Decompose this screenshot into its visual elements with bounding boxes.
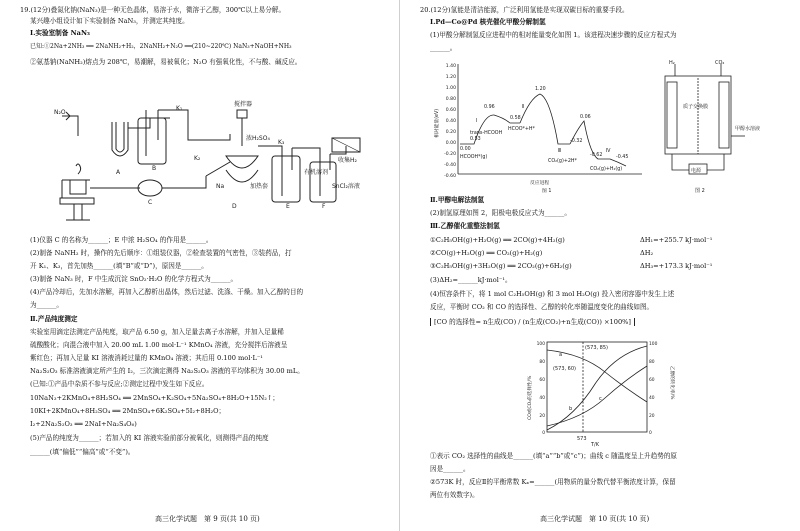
- electrolysis-figure: [655, 58, 770, 193]
- q19-part2-title: Ⅱ.产品纯度测定: [30, 315, 78, 323]
- ltick-100: 100: [536, 342, 545, 347]
- q20-3: (3)ΔH₂=______kJ·mol⁻¹。: [430, 276, 512, 284]
- ltick-40: 40: [539, 396, 545, 401]
- q19-2: (2)制备 NaNH₂ 时，操作的先后顺序：①组装仪器，②检查装置的气密性，③装药品，打: [30, 249, 292, 257]
- ltick-80: 80: [539, 360, 545, 365]
- roman-3: Ⅲ: [558, 149, 562, 154]
- val-000: 0.00: [460, 147, 471, 152]
- rtick-20: 20: [649, 414, 655, 419]
- q19-p2: 硫酸酸化；向混合液中加入 20.00 mL 1.00 mol·L⁻¹ KMnO₄ 溶液，充分搅拌后溶液呈: [30, 341, 288, 349]
- point-573-85: (573, 85): [585, 345, 608, 351]
- fig3-ylabel-right: 乙醇的转化率/%: [669, 366, 674, 400]
- q20-r2h: ΔH₂: [640, 249, 654, 257]
- q19-p4: Na₂S₂O₃ 标准溶液滴定所产生的 I₂，三次滴定测得 Na₂S₂O₃ 溶液的平均体积为 30.00 mL。: [30, 367, 304, 375]
- fig2-h2: H₂: [669, 60, 675, 66]
- q20-r3h: ΔH₃=+173.3 kJ·mol⁻¹: [640, 262, 713, 270]
- label-sncl2: SnCl₂溶液: [332, 183, 360, 190]
- q20-4: (4)恒容条件下，将 1 mol C₂H₅OH(g) 和 3 mol H₂O(g) 投入密闭容器中发生上述: [430, 290, 675, 298]
- fig1-xlabel: 反应进程: [530, 181, 550, 186]
- q20-r3: ③C₂H₅OH(g)+3H₂O(g) ══ 2CO₂(g)+6H₂(g): [430, 262, 572, 270]
- q19-4b: 为______。: [30, 301, 63, 309]
- ltick-0: 0: [542, 431, 545, 436]
- fig2-methanol: 甲醇水溶液: [735, 126, 761, 132]
- val-032: -0.32: [570, 139, 583, 144]
- q19-known2: ②氨基钠(NaNH₂)熔点为 208℃，易潮解，易被氧化；N₂O 有强氧化性，不与酸、碱反应。: [30, 58, 302, 66]
- curve-b: b: [569, 406, 573, 412]
- q20-4-1: ①表示 CO₂ 选择性的曲线是______(填“a”“b”或“c”)；曲线 c 随温度呈上升趋势的原: [430, 452, 678, 460]
- ltick-60: 60: [539, 378, 545, 383]
- fig2-caption: 图 2: [695, 188, 705, 193]
- tick-9: -0.20: [444, 152, 456, 157]
- species-co2-2h: CO₂(g)+2H*: [548, 159, 577, 164]
- co-selectivity-formula: [CO 的选择性= n生成(CO) / (n生成(CO₂)+n生成(CO)) ×100%]: [430, 318, 635, 326]
- svg-text:E: E: [286, 203, 290, 210]
- q20-4-2b: 两位有效数字)。: [430, 491, 479, 499]
- label-n2o: N₂O: [54, 109, 66, 116]
- q20-part1-title: Ⅰ.Pd—Co@Pd 核壳催化甲酸分解制氢: [430, 18, 546, 26]
- fig2-membrane: 质子交换膜: [683, 104, 709, 110]
- xtick-573: 573: [577, 436, 587, 442]
- q20-2: (2)制氢原理如图 2，阳极电极反应式为______。: [430, 209, 571, 217]
- selectivity-chart: [525, 336, 675, 448]
- rtick-0: 0: [649, 431, 652, 436]
- q19-intro2: 某兴趣小组设计如下实验制备 NaN₃，并测定其纯度。: [30, 17, 189, 25]
- fig2-power: 电源: [691, 168, 702, 174]
- tick-2: 1.20: [445, 75, 456, 80]
- tick-4: 0.80: [445, 97, 456, 102]
- q19-2b: 开 K₁、K₃，首先加热______(填“B”或“D”)，原因是______。: [30, 262, 208, 270]
- val-120: 1.20: [535, 87, 546, 92]
- svg-text:K₂: K₂: [194, 155, 201, 162]
- right-page: [400, 0, 800, 531]
- tick-10: -0.40: [444, 163, 456, 168]
- val-096: 0.96: [484, 105, 495, 110]
- val-045: -0.45: [616, 155, 629, 160]
- roman-2: Ⅱ: [522, 105, 525, 110]
- tick-7: 0.20: [445, 130, 456, 135]
- svg-text:F: F: [322, 203, 326, 210]
- val-058: 0.58: [510, 116, 521, 121]
- rtick-60: 60: [649, 378, 655, 383]
- left-footer: 高三化学试题 第 9 页(共 10 页): [155, 515, 260, 523]
- q19-3: (3)制备 NaN₃ 时，F 中生成沉淀 SnO₂·H₂O 的化学方程式为______。: [30, 275, 238, 283]
- val-006: 0.06: [580, 115, 591, 120]
- svg-text:C: C: [148, 199, 153, 206]
- q20-part3-title: Ⅲ.乙醇催化重整法制氢: [430, 222, 500, 230]
- species-hcooh: HCOOH*(g): [460, 155, 488, 160]
- fig1-ylabel: 相对能量(eV): [435, 108, 440, 138]
- q20-r1h: ΔH₁=+255.7 kJ·mol⁻¹: [640, 236, 713, 244]
- rtick-80: 80: [649, 360, 655, 365]
- roman-4: Ⅳ: [606, 149, 611, 154]
- label-na: Na: [216, 183, 225, 190]
- q19-eq1: 10NaN₃+2KMnO₄+8H₂SO₄ ══ 2MnSO₄+K₂SO₄+5Na₂SO₄+8H₂O+15N₂↑；: [30, 394, 280, 402]
- svg-text:K₃: K₃: [278, 139, 285, 146]
- energy-profile-figure: [430, 58, 645, 193]
- q20-intro: 20.(12分)氢能是清洁能源，广泛利用氢能是实现双碳目标的重要手段。: [420, 6, 629, 14]
- val-062: -0.62: [590, 153, 603, 158]
- q19-1: (1)仪器 C 的名称为______；E 中浓 H₂SO₄ 的作用是______。: [30, 236, 213, 244]
- right-footer: 高三化学试题 第 10 页(共 10 页): [540, 515, 650, 523]
- q20-1: (1)甲酸分解制氢反应进程中的相对能量变化如图 1。该进程决速步骤的反应方程式为: [430, 31, 677, 39]
- fig3-xlabel: T/K: [591, 442, 600, 448]
- svg-text:D: D: [232, 203, 237, 210]
- roman-1: Ⅰ: [476, 119, 478, 124]
- species-hcoo: HCOO*+H*: [508, 127, 535, 132]
- svg-text:B: B: [152, 165, 157, 172]
- q20-4-2: ②573K 时，反应Ⅱ的平衡常数 Kₓ=______(用物质的量分数代替平衡浓度计算，保留: [430, 478, 676, 486]
- tick-3: 1.00: [445, 86, 456, 91]
- label-heater: 加热套: [250, 183, 269, 190]
- q19-part1-title: Ⅰ.实验室制备 NaN₃: [30, 29, 90, 37]
- tick-1: 1.40: [445, 64, 456, 69]
- q19-5: (5)产品的纯度为______；若加入的 KI 溶液实验前部分被氧化，则测得产品的纯度: [30, 434, 269, 442]
- q19-p3: 紫红色；再加入足量 KI 溶液消耗过量的 KMnO₄ 溶液；其后用 0.100 mol·L⁻¹: [30, 354, 263, 362]
- q19-eq3: I₂+2Na₂S₂O₃ ══ 2NaI+Na₂S₄O₆): [30, 420, 137, 428]
- tick-11: -0.60: [444, 174, 456, 179]
- curve-c: c: [599, 396, 602, 402]
- rtick-100: 100: [649, 342, 658, 347]
- val-053: 0.53: [470, 137, 481, 142]
- q19-5b: ______(填“偏低”“偏高”或“不变”)。: [30, 448, 135, 456]
- ltick-20: 20: [539, 414, 545, 419]
- fig2-co2: CO₂: [715, 60, 725, 66]
- q19-p1: 实验室用滴定法测定产品纯度，取产品 6.50 g，加入足量去离子水溶解，并加入足量稀: [30, 328, 284, 336]
- fig1-caption: 图 1: [542, 189, 552, 193]
- q20-4b: 反应，平衡时 CO₂ 和 CO 的选择性、乙醇的转化率随温度变化的曲线如图。: [430, 303, 654, 311]
- species-trans: trans-HCOOH: [470, 131, 503, 136]
- q19-p5: (已知:①产品中杂质不参与反应;②测定过程中发生如下反应。: [30, 380, 209, 388]
- label-conc-h2so4: 浓H₂SO₄: [246, 135, 270, 142]
- q20-r1: ①C₂H₅OH(g)+H₂O(g) ══ 2CO(g)+4H₂(g): [430, 236, 565, 244]
- apparatus-diagram: [20, 70, 385, 228]
- q20-4-1b: 因是______。: [430, 465, 470, 473]
- label-collect: 收集H₂: [338, 157, 357, 164]
- fig3-ylabel-left: CO或CO₂的选择性/%: [528, 375, 533, 420]
- q20-part2-title: Ⅱ.甲醇电解法制氢: [430, 196, 485, 204]
- svg-text:A: A: [116, 169, 121, 176]
- point-573-60: (573, 60): [553, 366, 576, 372]
- tick-5: 0.60: [445, 108, 456, 113]
- tick-8: 0.00: [445, 141, 456, 146]
- q19-4: (4)产品冷却后，先加水溶解，再加入乙醇析出晶体，然后过滤、洗涤、干燥。加入乙醇的目的: [30, 288, 304, 296]
- label-organic: 有机溶剂: [304, 169, 329, 176]
- curve-a: a: [559, 352, 563, 358]
- q19-known1: 已知:①2Na+2NH₃ ══ 2NaNH₂+H₂，2NaNH₂+N₂O ══(210~220℃) NaN₃+NaOH+NH₃: [30, 43, 292, 50]
- q20-r2: ②CO(g)+H₂O(g) ══ CO₂(g)+H₂(g): [430, 249, 543, 257]
- q19-intro: 19.(12分)叠氮化钠(NaN₃)是一种无色晶体，易溶于水，微溶于乙醇，300℃以上易分解。: [20, 6, 286, 14]
- q20-1b: ______。: [430, 44, 457, 52]
- rtick-40: 40: [649, 396, 655, 401]
- species-co2-h2: CO₂(g)+H₂(g): [590, 167, 623, 172]
- tick-6: 0.40: [445, 119, 456, 124]
- svg-text:K₁: K₁: [176, 105, 183, 112]
- label-stirrer: 搅拌器: [234, 101, 253, 108]
- q19-eq2: 10KI+2KMnO₄+8H₂SO₄ ══ 2MnSO₄+6K₂SO₄+5I₂+8H₂O；: [30, 407, 226, 415]
